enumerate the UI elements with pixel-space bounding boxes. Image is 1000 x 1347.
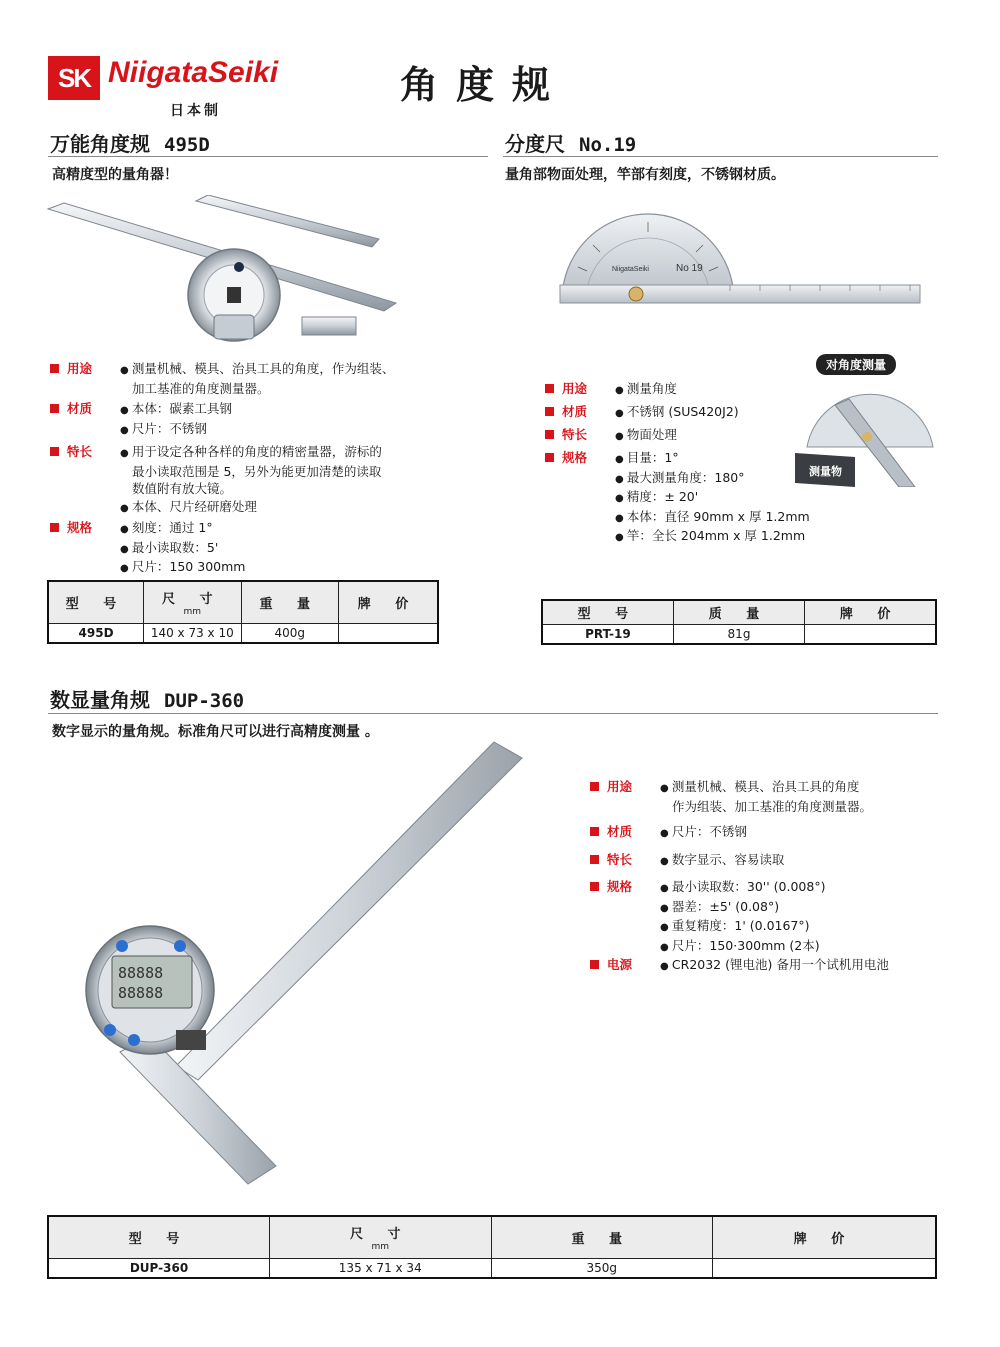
section-model: 495D <box>164 134 210 156</box>
table-cell: 350g <box>491 1258 713 1278</box>
spec-line: ● 尺片：不锈钢 <box>120 420 450 440</box>
table-cell <box>339 623 438 643</box>
spec-label: 规格 <box>50 519 92 537</box>
spec-line: ● 数字显示、容易读取 <box>660 851 950 871</box>
table-cell: 400g <box>241 623 339 643</box>
table-cell: 81g <box>673 624 804 644</box>
table-cell: 135 x 71 x 34 <box>270 1258 491 1278</box>
table-header: 牌 价 <box>339 581 438 623</box>
spec-line: ● 物面处理 <box>615 426 805 446</box>
protractor-brand-text: NiigataSeiki <box>612 266 649 273</box>
spec-row-power <box>590 956 950 976</box>
badge-angle-measure: 对角度测量 <box>816 354 896 375</box>
spec-row-usage <box>545 380 805 403</box>
product-table-dup360 <box>47 1215 937 1279</box>
spec-label: 用途 <box>590 778 632 796</box>
page-title: 角度规 <box>400 63 569 107</box>
spec-line: ● 最大测量角度：180° <box>615 469 805 489</box>
display-digits-text: 88888 <box>118 964 164 982</box>
spec-line: 数值附有放大镜。 <box>132 481 233 496</box>
table-cell <box>713 1258 937 1278</box>
spec-row-material <box>50 400 450 443</box>
spec-line: ● 器差：±5' (0.08°) <box>660 898 950 918</box>
specs-no19 <box>545 380 810 543</box>
spec-row-feature <box>545 426 805 449</box>
table-header: 牌 价 <box>805 600 936 624</box>
table-cell: PRT-19 <box>542 624 673 644</box>
spec-label: 材质 <box>590 823 632 841</box>
spec-label: 规格 <box>590 878 632 896</box>
spec-row-feature <box>50 443 450 519</box>
sk-logo-icon: SK <box>48 56 100 100</box>
section-model: No.19 <box>579 134 637 156</box>
table-header: 型 号 <box>48 1216 270 1258</box>
tagline-no19: 量角部物面处理，竿部有刻度，不锈钢材质。 <box>505 167 785 183</box>
brand-name: NiigataSeiki <box>108 56 279 89</box>
table-header-text: 尺 寸 <box>162 591 223 607</box>
made-in-japan: 日本制 <box>170 103 221 119</box>
spec-row-spec <box>590 878 950 956</box>
spec-line: 加工基准的角度测量器。 <box>132 380 270 396</box>
spec-row-spec <box>50 519 450 575</box>
spec-label: 用途 <box>545 380 587 398</box>
spec-line: ● 测量机械、模具、治具工具的角度，作为组装、 <box>120 360 450 380</box>
spec-row-usage <box>590 778 950 823</box>
table-header-text: 尺 寸 <box>349 1226 411 1242</box>
table-header: 型 号 <box>48 581 144 623</box>
section-title-no19 <box>505 128 636 157</box>
spec-line: 最小读取范围是 5，另外为能更加清楚的读取 <box>132 463 382 479</box>
digital-protractor-image <box>80 740 540 1190</box>
spec-label: 用途 <box>50 360 92 378</box>
table-cell: 140 x 73 x 10 <box>144 623 241 643</box>
divider <box>503 156 938 157</box>
tagline-dup360: 数字显示的量角规。标准角尺可以进行高精度测量 。 <box>52 724 379 740</box>
spec-line: ● 本体：碳素工具钢 <box>120 400 450 420</box>
spec-line: ● 目量：1° <box>615 449 805 469</box>
table-cell: DUP-360 <box>48 1258 270 1278</box>
spec-label: 特长 <box>50 443 92 461</box>
spec-row-material <box>545 403 805 426</box>
specs-dup360 <box>590 778 950 976</box>
spec-line: ● 用于设定各种各样的角度的精密量器，游标的 <box>120 443 450 463</box>
table-header: 型 号 <box>542 600 673 624</box>
spec-label: 电源 <box>590 956 632 974</box>
table-unit: mm <box>371 1241 390 1252</box>
spec-line: ● 不锈钢 (SUS420J2) <box>615 403 805 423</box>
protractor-measuring-image <box>795 375 935 487</box>
spec-line: ● 尺片：不锈钢 <box>660 823 950 843</box>
table-header: 牌 价 <box>713 1216 937 1258</box>
spec-line: ● 尺片：150·300mm (2本) <box>660 937 950 957</box>
spec-line: 作为组装、加工基准的角度测量器。 <box>672 798 873 814</box>
product-table-495d <box>47 580 439 644</box>
photo-label-text: 测量物 <box>809 465 842 478</box>
spec-line: ● 测量机械、模具、治具工具的角度 <box>660 778 950 798</box>
spec-row-usage <box>50 360 450 400</box>
spec-label: 材质 <box>50 400 92 418</box>
spec-line: ● 竿：全长 204mm x 厚 1.2mm <box>615 527 805 547</box>
display-digits-text: 88888 <box>118 984 164 1002</box>
table-header: 重 量 <box>241 581 339 623</box>
spec-line: ● CR2032 (锂电池) 备用一个试机用电池 <box>660 956 950 976</box>
spec-line: ● 本体、尺片经研磨处理 <box>120 498 450 518</box>
tagline-495d: 高精度型的量角器！ <box>52 167 178 183</box>
universal-bevel-protractor-image <box>44 195 414 355</box>
table-header <box>144 581 241 623</box>
protractor-no19-image <box>550 205 930 315</box>
spec-label: 材质 <box>545 403 587 421</box>
spec-line: ● 重复精度：1' (0.0167°) <box>660 917 950 937</box>
section-title-dup360 <box>50 684 244 713</box>
spec-line: ● 最小读取数：5' <box>120 539 450 559</box>
spec-line: ● 测量角度 <box>615 380 805 400</box>
spec-row-material <box>590 823 950 851</box>
table-header: 重 量 <box>491 1216 713 1258</box>
spec-label: 规格 <box>545 449 587 467</box>
section-title-495d <box>50 128 210 157</box>
table-header <box>270 1216 491 1258</box>
table-cell: 495D <box>48 623 144 643</box>
specs-495d <box>50 360 450 575</box>
table-cell <box>805 624 936 644</box>
table-header: 质 量 <box>673 600 804 624</box>
divider <box>48 156 488 157</box>
spec-line: ● 刻度：通过 1° <box>120 519 450 539</box>
spec-label: 特长 <box>590 851 632 869</box>
spec-line: ● 最小读取数：30'' (0.008°) <box>660 878 950 898</box>
product-table-no19 <box>541 599 937 645</box>
section-title-text: 分度尺 <box>505 132 565 156</box>
section-title-text: 万能角度规 <box>50 132 150 156</box>
protractor-number-text: No 19 <box>676 263 703 274</box>
spec-line: ● 本体：直径 90mm x 厚 1.2mm <box>615 508 805 528</box>
table-unit: mm <box>183 606 202 617</box>
spec-line: ● 尺片：150 300mm <box>120 558 450 578</box>
section-title-text: 数显量角规 <box>50 688 150 712</box>
spec-label: 特长 <box>545 426 587 444</box>
section-model: DUP-360 <box>164 690 245 712</box>
spec-line: ● 精度：± 20' <box>615 488 805 508</box>
spec-row-feature <box>590 851 950 878</box>
divider <box>48 713 938 714</box>
spec-row-spec <box>545 449 810 543</box>
